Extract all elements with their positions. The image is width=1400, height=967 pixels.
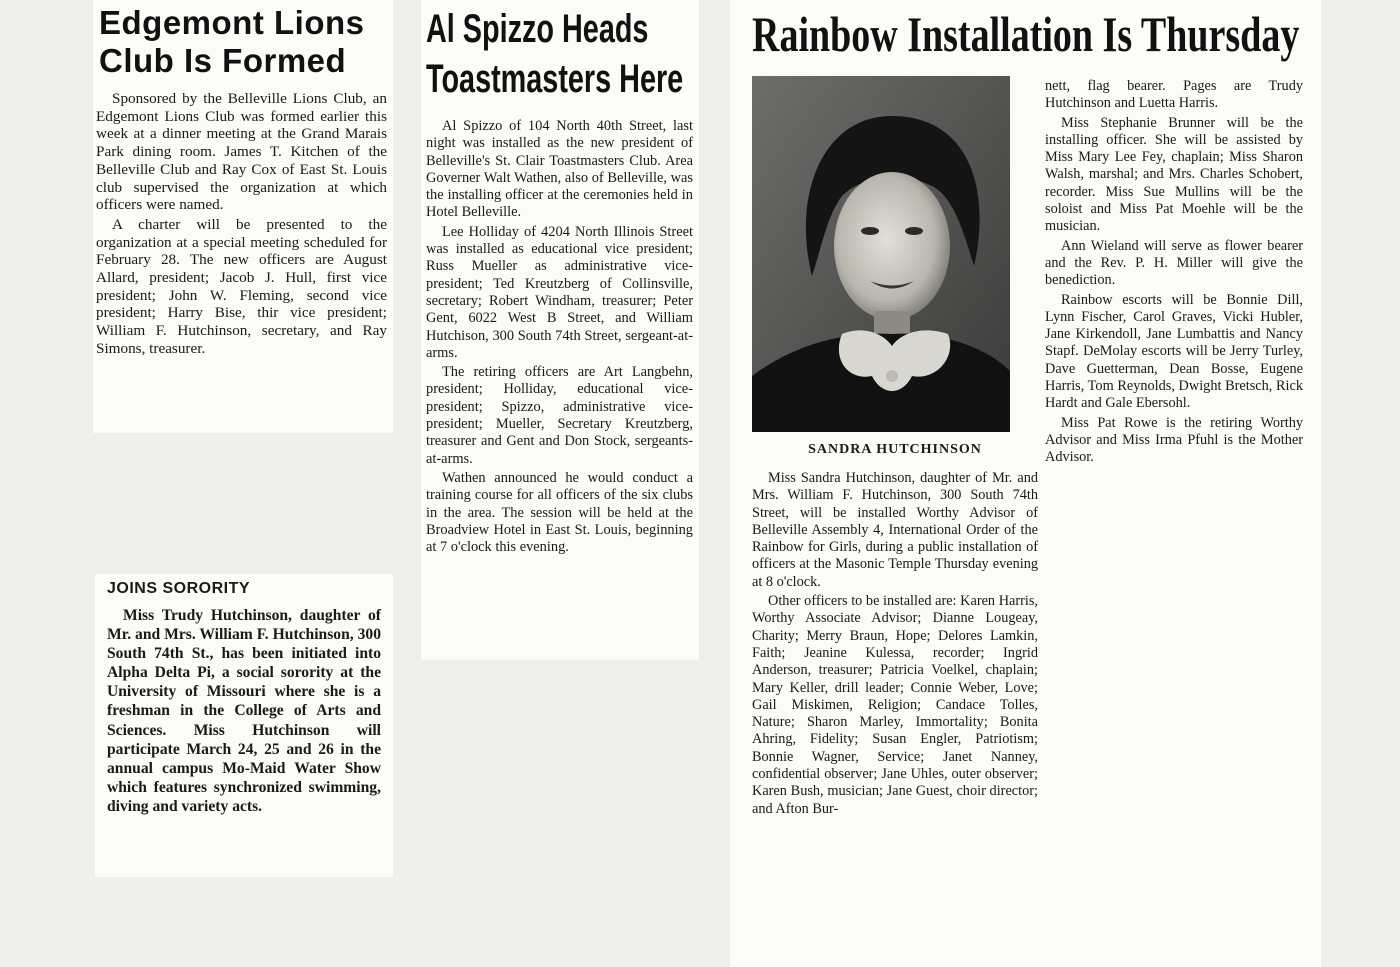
paragraph: Miss Sandra Hutchinson, daughter of Mr. and Mrs. William F. Hutchinson, 300 South 74th Street, will be installed Worthy Advisor of Belleville Assembly 4, International Order of the Rainbow for Girls, during a public installation of officers at the Masonic Temple Thursday evening at 8 o'clock. xyxy=(752,470,1038,590)
article-body-edgemont xyxy=(96,90,387,358)
paragraph: Ann Wieland will serve as flower bearer and the Rev. P. H. Miller will give the benediction. xyxy=(1045,237,1303,289)
paragraph: Other officers to be installed are: Karen Harris, Worthy Associate Advisor; Dianne Lougeay, Charity; Merry Braun, Hope; Delores Lamkin, Faith; Jeanine Kulessa, recorder; Ingrid Anderson, treasurer; Patricia Voelkel, chaplain; Mary Keller, drill leader; Connie Weber, Love; Gail Miskimen, Religion; Candace Tolles, Nature; Sharon Marley, Immortality; Bonita Ahring, Fidelity; Susan Engler, Patriotism; Bonnie Wagner, Service; Janet Nanney, confidential observer; Jane Uhles, outer observer; Karen Bush, musician; Jane Guest, choir director; and Afton Bur- xyxy=(752,593,1038,817)
paragraph: A charter will be presented to the organization at a special meeting scheduled for February 28. The new officers are August Allard, president; Jacob J. Hull, first vice president; John W. Fleming, second vice president; Harry Bise, thir vice president; William F. Hutchinson, secretary, and Ray Simons, treasurer. xyxy=(96,215,387,357)
kicker-joins-sorority: JOINS SORORITY xyxy=(107,580,251,597)
paragraph: Sponsored by the Belleville Lions Club, an Edgemont Lions Club was formed earlier this week at a dinner meeting at the Grand Marais Park dining room. James T. Kitchen of the Belleville Club and Ray Cox of East St. Louis club supervised the organization at which officers were named. xyxy=(96,90,387,214)
paragraph: Miss Stephanie Brunner will be the installing officer. She will be assisted by Miss Mary Lee Fey, chaplain; Miss Sharon Walsh, marshal; and Mrs. Charles Schobert, recorder. Miss Sue Mullins will be the soloist and Miss Pat Moehle will be the musician. xyxy=(1045,114,1303,235)
paragraph: Lee Holliday of 4204 North Illinois Street was installed as educational vice president; Russ Mueller as administrative vice-president; Ted Kreutzberg of Collinsville, secretary; Robert Windham, treasurer; Peter Gent, 6022 West B Street, and William Hutchison, 300 South 74th Street, sergeant-at-arms. xyxy=(426,223,693,361)
headline-edgemont-line1: Edgemont Lions xyxy=(99,4,365,41)
headline-spizzo-line1: Al Spizzo Heads xyxy=(426,7,649,51)
paragraph: Wathen announced he would conduct a training course for all officers of the six clubs in the area. The session will be held at the Broadview Hotel in East St. Louis, beginning at 7 o'clock this evening. xyxy=(426,469,693,556)
clipping-edgemont-lions xyxy=(93,0,393,433)
article-body-rainbow-right xyxy=(1045,78,1303,467)
headline-spizzo xyxy=(426,4,693,104)
clipping-joins-sorority xyxy=(95,574,393,877)
paragraph: Rainbow escorts will be Bonnie Dill, Lynn Fischer, Carol Graves, Vicki Hubler, Jane Kirkendoll, Jane Lumbattis and Nancy Stapf. DeMolay escorts will be Jerry Turley, Dave Guetterman, Dean Bosse, Eugene Harris, Tom Reynolds, Dwight Bretsch, Rick Hardt and Gale Ebersohl. xyxy=(1045,291,1303,412)
paragraph: Miss Trudy Hutchinson, daughter of Mr. and Mrs. William F. Hutchinson, 300 South 74th St., has been initiated into Alpha Delta Pi, a social sorority at the University of Missouri where she is a freshman in the College of Arts and Sciences. Miss Hutchinson will participate March 24, 25 and 26 in the annual campus Mo-Maid Water Show which features synchronized swimming, diving and variety acts. xyxy=(107,607,381,815)
headline-edgemont xyxy=(99,4,387,80)
continued-paragraph: nett, flag bearer. Pages are Trudy Hutchinson and Luetta Harris. xyxy=(1045,78,1303,112)
headline-rainbow-text: Rainbow Installation Is Thursday xyxy=(752,6,1300,62)
paragraph: The retiring officers are Art Langbehn, president; Holliday, educational vice-president; Spizzo, administrative vice-president; Mueller, Secretary Kreutzberg, treasurer and Gent and Don Stock, sergeants-at-arms. xyxy=(426,364,693,467)
paragraph: Miss Pat Rowe is the retiring Worthy Advisor and Miss Irma Pfuhl is the Mother Advisor. xyxy=(1045,414,1303,466)
rainbow-left-column xyxy=(752,76,1038,820)
article-body-spizzo xyxy=(426,118,693,556)
paragraph: Al Spizzo of 104 North 40th Street, last night was installed as the new president of Belleville's St. Clair Toastmasters Club. Area Governer Walt Wathen, also of Belleville, was the installing officer at the ceremonies held in Hotel Belleville. xyxy=(426,118,693,221)
portrait-photo xyxy=(752,76,1010,432)
clipping-rainbow-installation xyxy=(730,0,1321,967)
headline-edgemont-line2: Club Is Formed xyxy=(99,42,347,79)
article-body-sorority xyxy=(107,606,381,816)
rainbow-right-column xyxy=(1045,78,1303,469)
headline-rainbow xyxy=(752,4,1321,64)
clipping-spizzo-toastmasters xyxy=(421,0,699,660)
photo-caption: SANDRA HUTCHINSON xyxy=(808,442,982,457)
headline-spizzo-line2: Toastmasters Here xyxy=(426,57,684,101)
portrait-image xyxy=(752,76,1010,432)
article-body-rainbow-left xyxy=(752,470,1038,818)
